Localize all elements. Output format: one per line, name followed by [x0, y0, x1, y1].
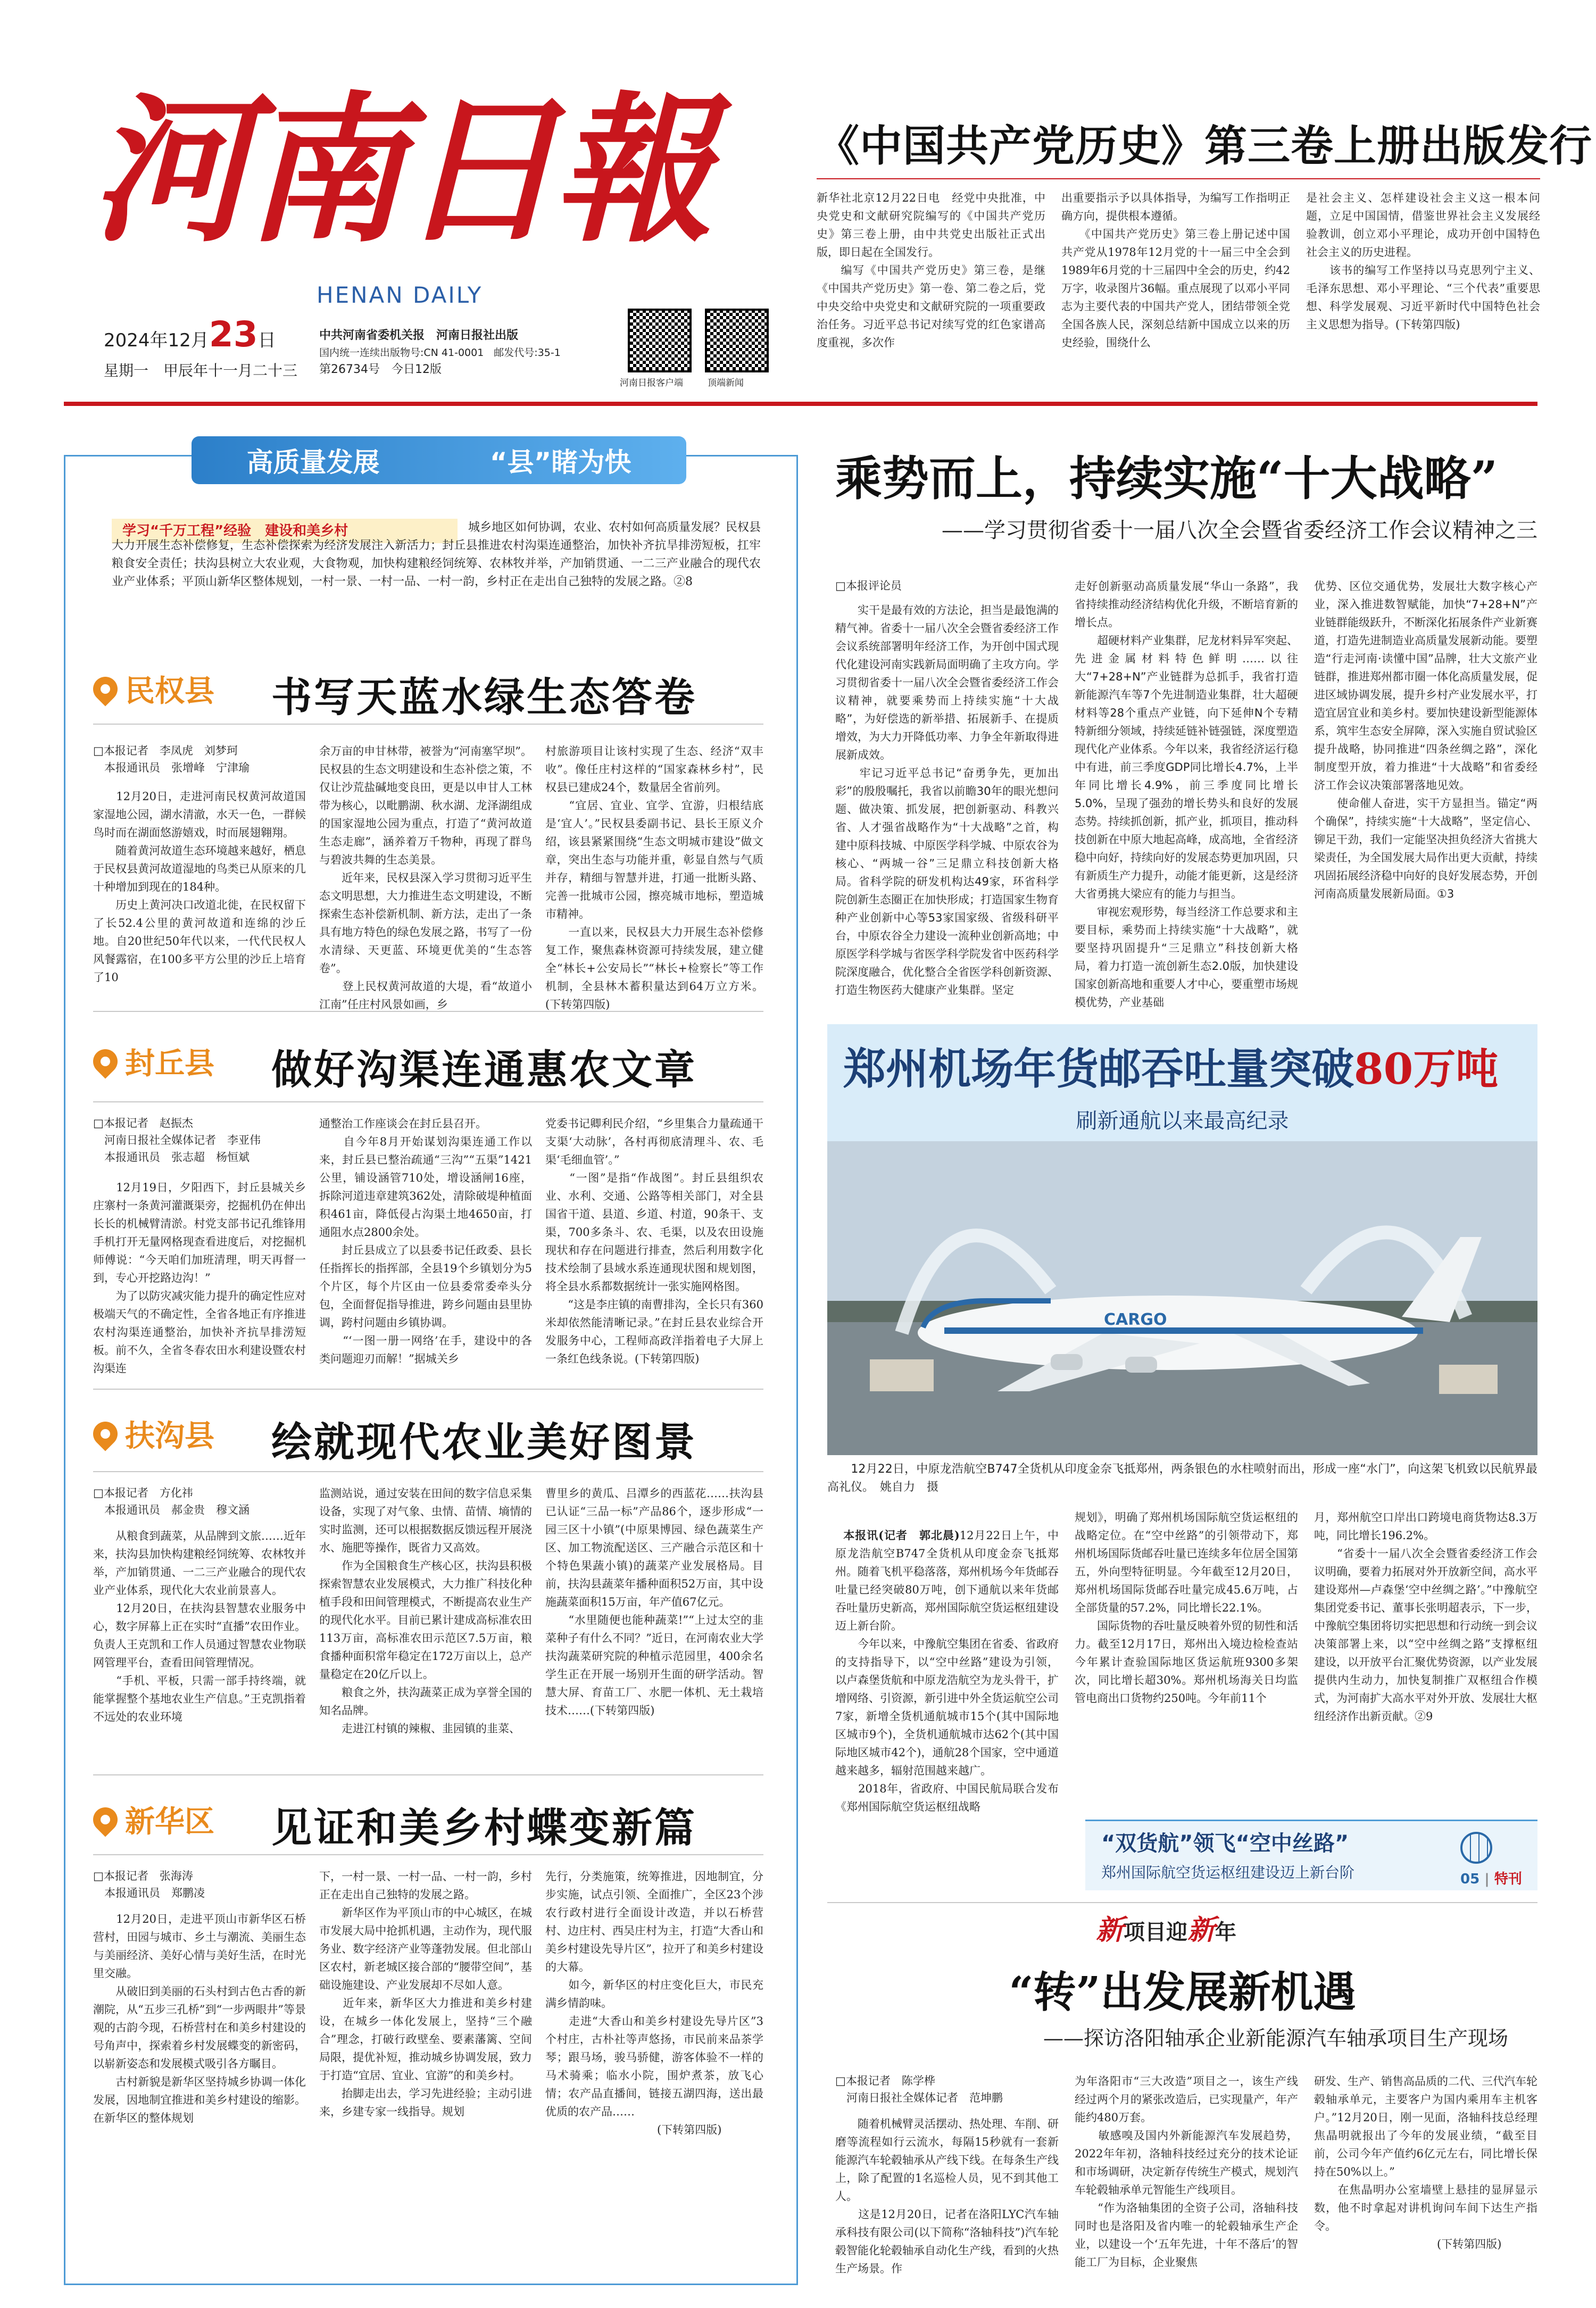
commentary-title: 乘势而上，持续实施“十大战略” [835, 451, 1498, 506]
airport-title-number: 80万吨 [1354, 1044, 1499, 1094]
article-col3: 村旅游项目让该村实现了生态、经济“双丰收”。像任庄村这样的“国家森林乡村”，民权县已建成24个，数量居全省前列。 “宜居、宜业、宜学、宜游，归根结底是‘宜人’。”民权县委副书记、县长王原义介绍，该县紧紧围绕“生态文明城市建设”做文章，突出生态与功能并重，彰显自然与气质并存，精细与智慧并进，打通一批断头路、完善一批城市公园，擦亮城市地标，塑造城市精神。 一直以来，民权县大力开展生态补偿修复工作，聚焦森林资源可持续发展，建立健全“林长+公安局长”“林长+检察长”等工作机制，全县林木蓄积量达到64万立方米。(下转第四版) [545, 745, 763, 1011]
article-headline-minquan: 书写天蓝水绿生态答卷 [271, 674, 697, 721]
promo-subtitle: 郑州国际航空货运枢纽建设迈上新台阶 [1101, 1864, 1355, 1881]
airport-photo [827, 1141, 1537, 1455]
airport-col1-text: 12月22日上午，中原龙浩航空B747全货机从印度金奈飞抵郑州。随着飞机平稳落落，郑州机场今年货邮吞吐量已经突破80万吨，创下通航以来年货邮吞吐量历史新高，郑州国际航空货运枢纽建设迈上新台阶。 今年以来，中豫航空集团在省委、省政府的支持指导下，以“空中丝路”建设为引领，以卢森堡货航和中原龙浩航空为龙头骨干，扩增网络、引资源，新引进中外全货运航空公司7家，新增全货机通航城市15个(其中国际地区城市9个)，全货机通航城市达62个(其中国际地区城市42个)，通航28个国家，空中通道越来越多，辐射范围越来越广。 2018年，省政府、中国民航局联合发布《郑州国际航空货运枢纽战略 [835, 1529, 1059, 1813]
promo-page-number: 05 [1460, 1871, 1480, 1887]
banner-left-label: 高质量发展 [246, 447, 380, 478]
cn-line: 国内统一连续出版物号:CN 41-0001 邮发代号:35-1 [319, 347, 561, 359]
top-story-col2: 出重要指示予以具体指导，为编写工作指明正确方向，提供根本遵循。 《中国共产党历史》第三卷上册记述中国共产党从1978年12月党的十一届三中全会到1989年6月党的十三届四中全会的历史，约42万字，收录图片36幅。重点展现了以邓小平同志为主要代表的中国共产党人，团结带领全党全国各族人民，深刻总结新中国成立以来的历史经验，围绕什么 [1061, 192, 1290, 349]
county-name: 扶沟县 [125, 1419, 214, 1454]
article-col3: 先行，分类施策，统筹推进，因地制宜，分步实施，试点引领、全面推广，全区23个涉农行政村进行全面设计改造，并以石桥营村、边庄村、西吴庄村为主，打造“大香山和美乡村建设先导片区”，拉开了和美乡村建设的大幕。 如今，新华区的村庄变化巨大，市民充满乡情韵味。 走进“大香山和美乡村建设先导片区”3个村庄，古朴社等声悠扬，市民前来品茶学琴；跟马场，骏马骄健，游客体验不一样的马术骑乘；临水小院，围炉煮茶，放飞心情；农产品直播间，链接五湖四海，送出最优质的农产品…… (下转第四版) [545, 1870, 763, 2136]
county-tag-minquan [93, 668, 214, 710]
airport-promo-box[interactable] [1085, 1820, 1537, 1890]
county-name: 封丘县 [125, 1047, 214, 1081]
publisher-line: 中共河南省委机关报 河南日报社出版 [319, 329, 519, 342]
bearing-col2: 为年洛阳市“三大改造”项目之一，该生产线经过两个月的紧张改造后，已实现量产，年产能约480万套。 敏感嗅及国内外新能源汽车发展趋势，2022年年初，洛轴科技经过充分的技术论证和市场调研，决定新存传统生产模式，规划汽车轮毂轴承单元智能生产线项目。 “作为洛轴集团的全资子公司，洛轴科技同时也是洛阳及省内唯一的轮毂轴承生产企业，以建设一个‘五年先进，十年不落后’的智能工厂为目标，企业聚焦 [1075, 2075, 1298, 2269]
kicker-new-1: 新 [1096, 1914, 1124, 1946]
commentary-col1: 实干是最有效的方法论，担当是最饱满的精气神。省委十一届八次全会暨省委经济工作会议系统部署明年经济工作，为开创中国式现代化建设河南实践新局面明确了主攻方向。学习贯彻省委十一届八次全会暨省委经济工作会议精神，就要乘势而上持续实施“十大战略”，为好偿选的新举措、拓展新手、在提质增效，为大力开降低功率、力争全年新取得进展新成效。 牢记习近平总书记“奋勇争先，更加出彩”的殷殷嘱托，我省以前瞻30年的眼光想问题、做决策、抓发展，把创新驱动、科教兴省、人才强省战略作为“十大战略”之首，构建中原科技城、中原医学科学城、中原农谷为核心、“两城一谷”三足鼎立科技创新大格局。省科学院的研发机构达49家，环省科学院创新生态圈正在加快形成；打造国家生物育种产业创新中心等53家国家级、省级科研平台，中原农谷全力建设一流种业创新高地；中原医学科学城与省医学科学院发省中医药科学院深度融合，优化整合全省医学科创新资源、打造生物医药大健康产业集群。坚定 [835, 604, 1059, 997]
globe-icon [1460, 1832, 1492, 1864]
issue-line: 第26734号 今日12版 [319, 363, 442, 376]
bearing-top-rule [827, 1902, 1537, 1903]
plane-livery-text: CARGO [1104, 1310, 1167, 1329]
section-intro: 城乡地区如何协调，农业、农村如何高质量发展？民权县大力开展生态补偿修复，生态补偿探索为经济发展注入新活力；封丘县推进农村沟渠连通整治，加快补齐抗旱排涝短板，扛牢粮食安全责任；扶沟县树立大农业观，大食物观，加快构建粮经饲统筹、农林牧并举，产加销贯通、一二三产业融合的现代农业产业体系；平顶山新华区整体规划，一村一景、一村一品、一村一韵，乡村正在走出自己独特的发展之路。②8 [112, 521, 761, 588]
article-headline-xinhua: 见证和美乡村蝶变新篇 [271, 1804, 697, 1852]
newspaper-logo: 河南日報 [90, 76, 708, 264]
airport-col1 [835, 1508, 1059, 1881]
headline-rule [93, 1471, 763, 1472]
bearing-kicker [1096, 1907, 1236, 1947]
article-headline-fugou: 绘就现代农业美好图景 [271, 1418, 697, 1466]
article-col1: 12月20日，走进平顶山市新华区石桥营村，田园与城市、乡土与潮流、美丽生态与美丽经济、美好心情与美好生活，在时光里交融。 从破旧到美丽的石头村到古色古香的新潮院，从“五步三孔桥”到“一步两眼井”等景观的古韵今现，石桥营村在和美乡村建设的号角声中，探索着乡村发展蝶变的新密码，以崭新姿态和发展模式吸引各方瞩目。 古村新貌是新华区坚持城乡协调一体化发展，因地制宜推进和美乡村建设的缩影。在新华区的整体规划 [93, 1913, 306, 2124]
article-byline: □本报记者 李凤虎 刘梦珂 本报通讯员 张增峰 宁津瑜 [93, 744, 250, 774]
headline-rule [93, 1101, 763, 1102]
promo-title: “双货航”领飞“空中丝路” [1101, 1831, 1349, 1856]
article-divider [93, 1774, 763, 1775]
airport-byline: 本报讯(记者 郭北晨) [843, 1529, 960, 1542]
kicker-new-2: 新 [1187, 1914, 1216, 1946]
county-tag-xinhua [93, 1798, 214, 1841]
promo-page-tag: 特刊 [1494, 1871, 1522, 1887]
banner-right-label: “县”睹为快 [489, 447, 631, 478]
airport-title-text: 郑州机场年货邮吞吐量突破 [843, 1044, 1354, 1094]
location-pin-icon [88, 1044, 122, 1078]
headline-rule [93, 724, 763, 725]
article-col1: 12月19日，夕阳西下，封丘县城关乡庄寨村一条黄河灌溉渠旁，挖掘机仍在伸出长长的机械臂清淤。村党支部书记孔维锋用手机打开无量网格现查看进度后，对挖掘机师傅说：“今天咱们加班清理，明天再督一到，专心开挖路边沟！” 为了以防灾减灾能力提升的确定性应对极端天气的不确定性，全省各地正有序推进农村沟渠连通整治，加快补齐抗旱排涝短板。前不久，全省冬春农田水利建设暨农村沟渠连 [93, 1181, 306, 1375]
airport-subtitle: 刷新通航以来最高纪录 [1076, 1109, 1289, 1133]
article-col1: 从粮食到蔬菜，从品牌到文旅……近年来，扶沟县加快构建粮经饲统筹、农林牧并举，产加销贯通、一二三产业融合的现代农业产业体系，现代化大农业前景喜人。 12月20日，在扶沟县智慧农业服务中心，数字屏幕上正在实时“直播”农田作业。负责人王克凯和工作人员通过智慧农业物联网管理平台，查看田间管理情况。 “手机、平板，只需一部手持终端，就能掌握整个基地农业生产信息。”王克凯指着不远处的农业环境 [93, 1530, 306, 1723]
county-tag-fugou [93, 1413, 214, 1455]
date-day: 23 [209, 314, 258, 355]
article-col2: 余万亩的申甘林带，被誉为“河南塞罕坝”。民权县的生态文明建设和生态补偿之策，不仅让沙荒盐碱地变良田，更是以申甘人工林带为核心，以毗鹏湖、秋水湖、龙泽湖组成的国家湿地公园为重点，打造了“黄河故道生态走廊”，涵养着万千物种，再现了群鸟与碧波共舞的生态美景。 近年来，民权县深入学习贯彻习近平生态文明思想，大力推进生态文明建设，不断探索生态补偿新机制、新方法，走出了一条具有地方特色的绿色发展之路，书写了一份水清绿、天更蓝、环境更优美的“生态答卷”。 登上民权黄河故道的大堤，看“故道小江南”任庄村风景如画，乡 [319, 745, 532, 1011]
date-prefix: 2024年12月 [104, 330, 209, 351]
top-story-col3: 是社会主义、怎样建设社会主义这一根本问题，立足中国国情，借鉴世界社会主义发展经验教训，创立邓小平理论，成功开创中国特色社会主义的历史进程。 该书的编写工作坚持以马克思列宁主义、毛泽东思想、邓小平理论、“三个代表”重要思想、科学发展观、习近平新时代中国特色社会主义思想为指导。(下转第四版) [1306, 192, 1540, 331]
county-name: 民权县 [125, 674, 214, 709]
qr-label-news: 顶端新闻 [708, 378, 744, 388]
top-story-col1: 新华社北京12月22日电 经党中央批准，中央党史和文献研究院编写的《中国共产党历史》第三卷上册，由中共党史出版社正式出版，即日起在全国发行。 编写《中国共产党历史》第三卷，是继《中国共产党历史》第一卷、第二卷之后，党中央交给中央党史和文献研究院的一项重要政治任务。习近平总书记对续写党的红色家谱高度重视，多次作 [817, 192, 1045, 349]
commentary-subtitle: ——学习贯彻省委十一届八次全会暨省委经济工作会议精神之三 [942, 518, 1537, 543]
article-headline-fengqiu: 做好沟渠连通惠农文章 [271, 1046, 697, 1093]
airport-title [843, 1035, 1530, 1096]
county-name: 新华区 [125, 1805, 214, 1839]
promo-page-separator: | [1484, 1871, 1490, 1887]
bearing-byline: □本报记者 陈学桦 河南日报社全媒体记者 范坤鹏 [835, 2074, 1003, 2104]
section-subtitle: 学习“千万工程”经验 建设和美乡村 [112, 519, 458, 543]
location-pin-icon [88, 1802, 122, 1837]
bearing-col1: 随着机械臂灵活摆动、热处理、车削、研磨等流程如行云流水，每隔15秒就有一套新能源汽车轮毂轴承从产线下线。在每条生产线上，除了配置的1名巡检人员，见不到其他工人。 这是12月20日，记者在洛阳LYC汽车轴承科技有限公司(以下简称“洛轴科技”)汽车轮毂智能化轮毂轴承自动化生产线，看到的火热生产场景。作 [835, 2118, 1059, 2275]
article-divider [93, 1011, 763, 1012]
location-pin-icon [88, 671, 122, 706]
location-pin-icon [88, 1416, 122, 1451]
date-suffix: 日 [257, 330, 276, 351]
airport-col2: 规划》，明确了郑州机场国际航空货运枢纽的战略定位。在“空中丝路”的引领带动下，郑州机场国际货邮吞吐量已连续多年位居全国第五，外向型特征明显。今年截至12月20日，郑州机场国际货邮吞吐量完成45.6万吨，占全部货量的57.2%，同比增长22.1%。 国际货物的吞吐量反映着外贸的韧性和活力。截至12月17日，郑州出入境边检检查站今年累计查验国际地区货运航班9300多架次，同比增长超30%。郑州机场海关日均监管电商出口货物约250吨。今年前11个 [1075, 1511, 1298, 1705]
article-byline: □本报记者 张海涛 本报通讯员 郑鹏凌 [93, 1870, 205, 1899]
qr-code-client[interactable] [628, 309, 692, 372]
article-col3: 曹里乡的黄瓜、吕潭乡的西蓝花……扶沟县已认证“三品一标”产品86个，逐步形成“一园三区十小镇”(中原果博园、绿色蔬菜生产区、加工物流配送区、三产融合示范区和十个特色果蔬小镇)的蔬菜产业发展格局。目前，扶沟县蔬菜年播种面积52万亩，其中设施蔬菜面积15万亩，年产值67亿元。 “水里随便也能种蔬菜!”“上过太空的韭菜种子有什么不同？”近日，在河南农业大学扶沟蔬菜研究院的种植示范园里，400余名学生正在开展一场别开生面的研学活动。智慧大屏、育苗工厂、水肥一体机、无土栽培技术……(下转第四版) [545, 1487, 763, 1717]
kicker-end: 年 [1215, 1920, 1237, 1945]
article-col2: 通整治工作座谈会在封丘县召开。 自今年8月开始谋划沟渠连通工作以来，封丘县已整治疏通“三沟”“五渠”1421公里，铺设涵管710处，增设涵闸16座，拆除河道违章建筑362处，清除破堤种植面积461亩，降低侵占沟渠土地4650亩，打通阻水点2800余处。 封丘县成立了以县委书记任政委、县长任指挥长的指挥部，全县19个乡镇划分为5个片区，每个片区由一位县委常委牵头分包，全面督促指导推进，跨乡问题由县里协调，跨村问题由乡镇协调。 “‘一图一册一网络’在手，建设中的各类问题迎刃而解！”据城关乡 [319, 1117, 532, 1365]
county-tag-fengqiu [93, 1040, 214, 1083]
qr-code-news[interactable] [705, 309, 769, 372]
bearing-subtitle: ——探访洛阳轴承企业新能源汽车轴承项目生产现场 [1043, 2027, 1508, 2050]
commentary-byline: □本报评论员 [835, 579, 902, 592]
airport-col3: 月，郑州航空口岸出口跨境电商货物达8.3万吨，同比增长196.2%。 “省委十一届八次全会暨省委经济工作会议明确，要着力拓展对外开放新空间，高水平建设郑州—卢森堡‘空中丝绸之路’。”中豫航空集团党委书记、董事长张明超表示，下一步，中豫航空集团将切实把思想和行动统一到会议决策部署上来，以“空中丝绸之路”支撑枢纽建设，以开放平台汇聚优势资源，以产业发展提供内生动力，加快复制推广双枢纽合作模式，为河南扩大高水平对外开放、发展壮大枢纽经济作出新贡献。②9 [1314, 1511, 1537, 1723]
masthead-rule [64, 402, 1537, 406]
headline-rule [93, 1854, 763, 1855]
top-story-rule [817, 178, 1540, 179]
commentary-col2: 走好创新驱动高质量发展“华山一条路”，我省持续推动经济结构优化升级，不断培育新的增长点。 超硬材料产业集群，尼龙材料异军突起、先进金属材料特色鲜明……以往大“7+28+N”产业链群为总抓手，我省打造新能源汽车等7个先进制造业集群，壮大超硬材料等28个重点产业链，向下延伸N个专精特新细分领域，持续延链补链强链，深度塑造现代化产业体系。今年以来，我省经济运行稳中有进，前三季度GDP同比增长4.7%，上半年同比增长4.9%，前三季度同比增长5.0%，呈现了强劲的增长势头和良好的发展态势。持续抓创新，抓产业，抓项目，推动科技创新在中原大地起高峰，成高地，全省经济稳中向好，持续向好的发展态势更加巩固，只有新质生产力提升，动能才能更新，这是经济大省勇挑大梁应有的能力与担当。 审视宏观形势，每当经济工作总要求和主要目标，乘势而上持续实施“十大战略”，就要坚持巩固提升“三足鼎立”科技创新大格局，着力打造一流创新生态2.0版，加快建设国家创新高地和重要人才中心，要重塑市场规模优势，产业基础 [1075, 580, 1298, 1009]
article-col3: 党委书记卿利民介绍，“乡里集合力量疏通干支渠‘大动脉’，各村再彻底清理斗、农、毛渠‘毛细血管’。” “一图”是指“作战图”。封丘县组织农业、水利、交通、公路等相关部门，对全县国省干道、县道、乡道、村道，90条干、支渠，700多条斗、农、毛渠，以及农田设施现状和存在问题进行排查，然后利用数字化技术绘制了县域水系连通现状图和规划图，将全县水系都数据统计一张实施网格图。 “这是李庄镇的南曹排沟，全长只有360米却依然能清晰记录。”在封丘县农业综合开发服务中心，工程师高政洋指着电子大屏上一条红色线条说。(下转第四版) [545, 1117, 763, 1365]
publisher-info [319, 327, 617, 378]
article-col2: 下，一村一景、一村一品、一村一韵，乡村正在走出自己独特的发展之路。 新华区作为平顶山市的中心城区，在城市发展大局中抢抓机遇，主动作为，现代服务业、数字经济产业等蓬勃发展。但北部山区农村，新老城区接合部的“腰带空间”，基础设施建设、产业发展却不尽如人意。 近年来，新华区大力推进和美乡村建设，在城乡一体化发展上，坚持“三个融合”理念，打破行政壁垒、要素藩篱、空间局限，提优补短，推动城乡协调发展，致力于打造“宜居、宜业、宜游”的和美乡村。 抬脚走出去，学习先进经验；主动引进来，乡建专家一线指导。规划 [319, 1870, 532, 2118]
article-byline: □本报记者 赵振杰 河南日报社全媒体记者 李亚伟 本报通讯员 张志超 杨恒斌 [93, 1117, 261, 1164]
qr-label-client: 河南日报客户端 [620, 378, 683, 388]
kicker-mid: 项目迎 [1124, 1920, 1188, 1945]
bearing-title: “转”出发展新机遇 [1009, 1967, 1356, 2017]
cargo-plane-illustration [827, 1141, 1537, 1455]
commentary-col3: 优势、区位交通优势，发展壮大数字核心产业，深入推进数智赋能，加快“7+28+N”产业链群能级跃升，不断深化拓展条件产业新赛道，打造先进制造业高质量发展新动能。要塑造“行走河南·读懂中国”品牌，壮大文旅产业链群，推进郑州都市圈一体化高质量发展，促进区域协调发展，提升乡村产业发展水平，打造宜居宜业和美乡村。要加快建设新型能源体系，筑牢生态安全屏障，深入实施自贸试验区提升战略，协同推进“四条丝绸之路”，深化制度型开放，着力推进“十大战略”和省委经济工作会议决策部署落地见效。 使命催人奋进，实干方显担当。锚定“两个确保”，持续实施“十大战略”，坚定信心、铆足干劲，我们一定能坚决担负经济大省挑大梁责任，为全国发展大局作出更大贡献，持续巩固拓展经济稳中向好的良好发展态势，开创河南高质量发展新局面。①3 [1314, 580, 1537, 900]
top-story-title: 《中国共产党历史》第三卷上册出版发行 [817, 121, 1592, 171]
newspaper-english-name: HENAN DAILY [317, 282, 483, 308]
issue-weekday: 星期一 甲辰年十一月二十三 [104, 362, 298, 379]
article-col2: 监测站说，通过安装在田间的数字信息采集设备，实现了对气象、虫情、苗情、墒情的实时监测，还可以根据数据反馈远程开展浇水、施肥等操作，既省力又高效。 作为全国粮食生产核心区，扶沟县积极探索智慧农业发展模式，大力推广科技化种植手段和田间管理模式，不断提高农业生产的现代化水平。目前已累计建成高标准农田113万亩，高标准农田示范区7.5万亩，粮食播种面积常年稳定在172万亩以上，总产量稳定在20亿斤以上。 粮食之外，扶沟蔬菜正成为享誉全国的知名品牌。 走进江村镇的辣椒、韭园镇的韭菜、 [319, 1487, 532, 1735]
airport-photo-caption: 12月22日，中原龙浩航空B747全货机从印度金奈飞抵郑州，两条银色的水柱喷射而出，形成一座“水门”，向这架飞机致以民航界最高礼仪。 姚自力 摄 [827, 1463, 1537, 1494]
article-divider [93, 1389, 763, 1390]
promo-page-ref [1460, 1868, 1522, 1888]
section-banner [192, 436, 686, 484]
article-byline: □本报记者 方化祎 本报通讯员 郝金贵 穆文涵 [93, 1487, 250, 1516]
article-col1: 12月20日，走进河南民权黄河故道国家湿地公园，湖水清澈，水天一色，一群候鸟时而在湖面悠游嬉戏，时而展翅翱翔。 随着黄河故道生态环境越来越好，栖息于民权县黄河故道湿地的鸟类已从原来的几十种增加到现在的184种。 历史上黄河决口改道北徙，在民权留下了长52.4公里的黄河故道和连绵的沙丘地。自20世纪50年代以来，一代代民权人风餐露宿，在100多平方公里的沙丘上培育了10 [93, 790, 306, 984]
issue-date [104, 314, 276, 355]
bearing-col3: 研发、生产、销售高品质的二代、三代汽车轮毂轴承单元，主要客户为国内乘用车主机客户。”12月20日，刚一见面，洛轴科技总经理焦晶明就报出了今年的发展业绩，“截至目前，公司今年产值约6亿元左右，同比增长保持在50%以上。” 在焦晶明办公室墙壁上悬挂的显屏显示数，他不时拿起对讲机询问车间下达生产指令。 (下转第四版) [1314, 2075, 1537, 2251]
